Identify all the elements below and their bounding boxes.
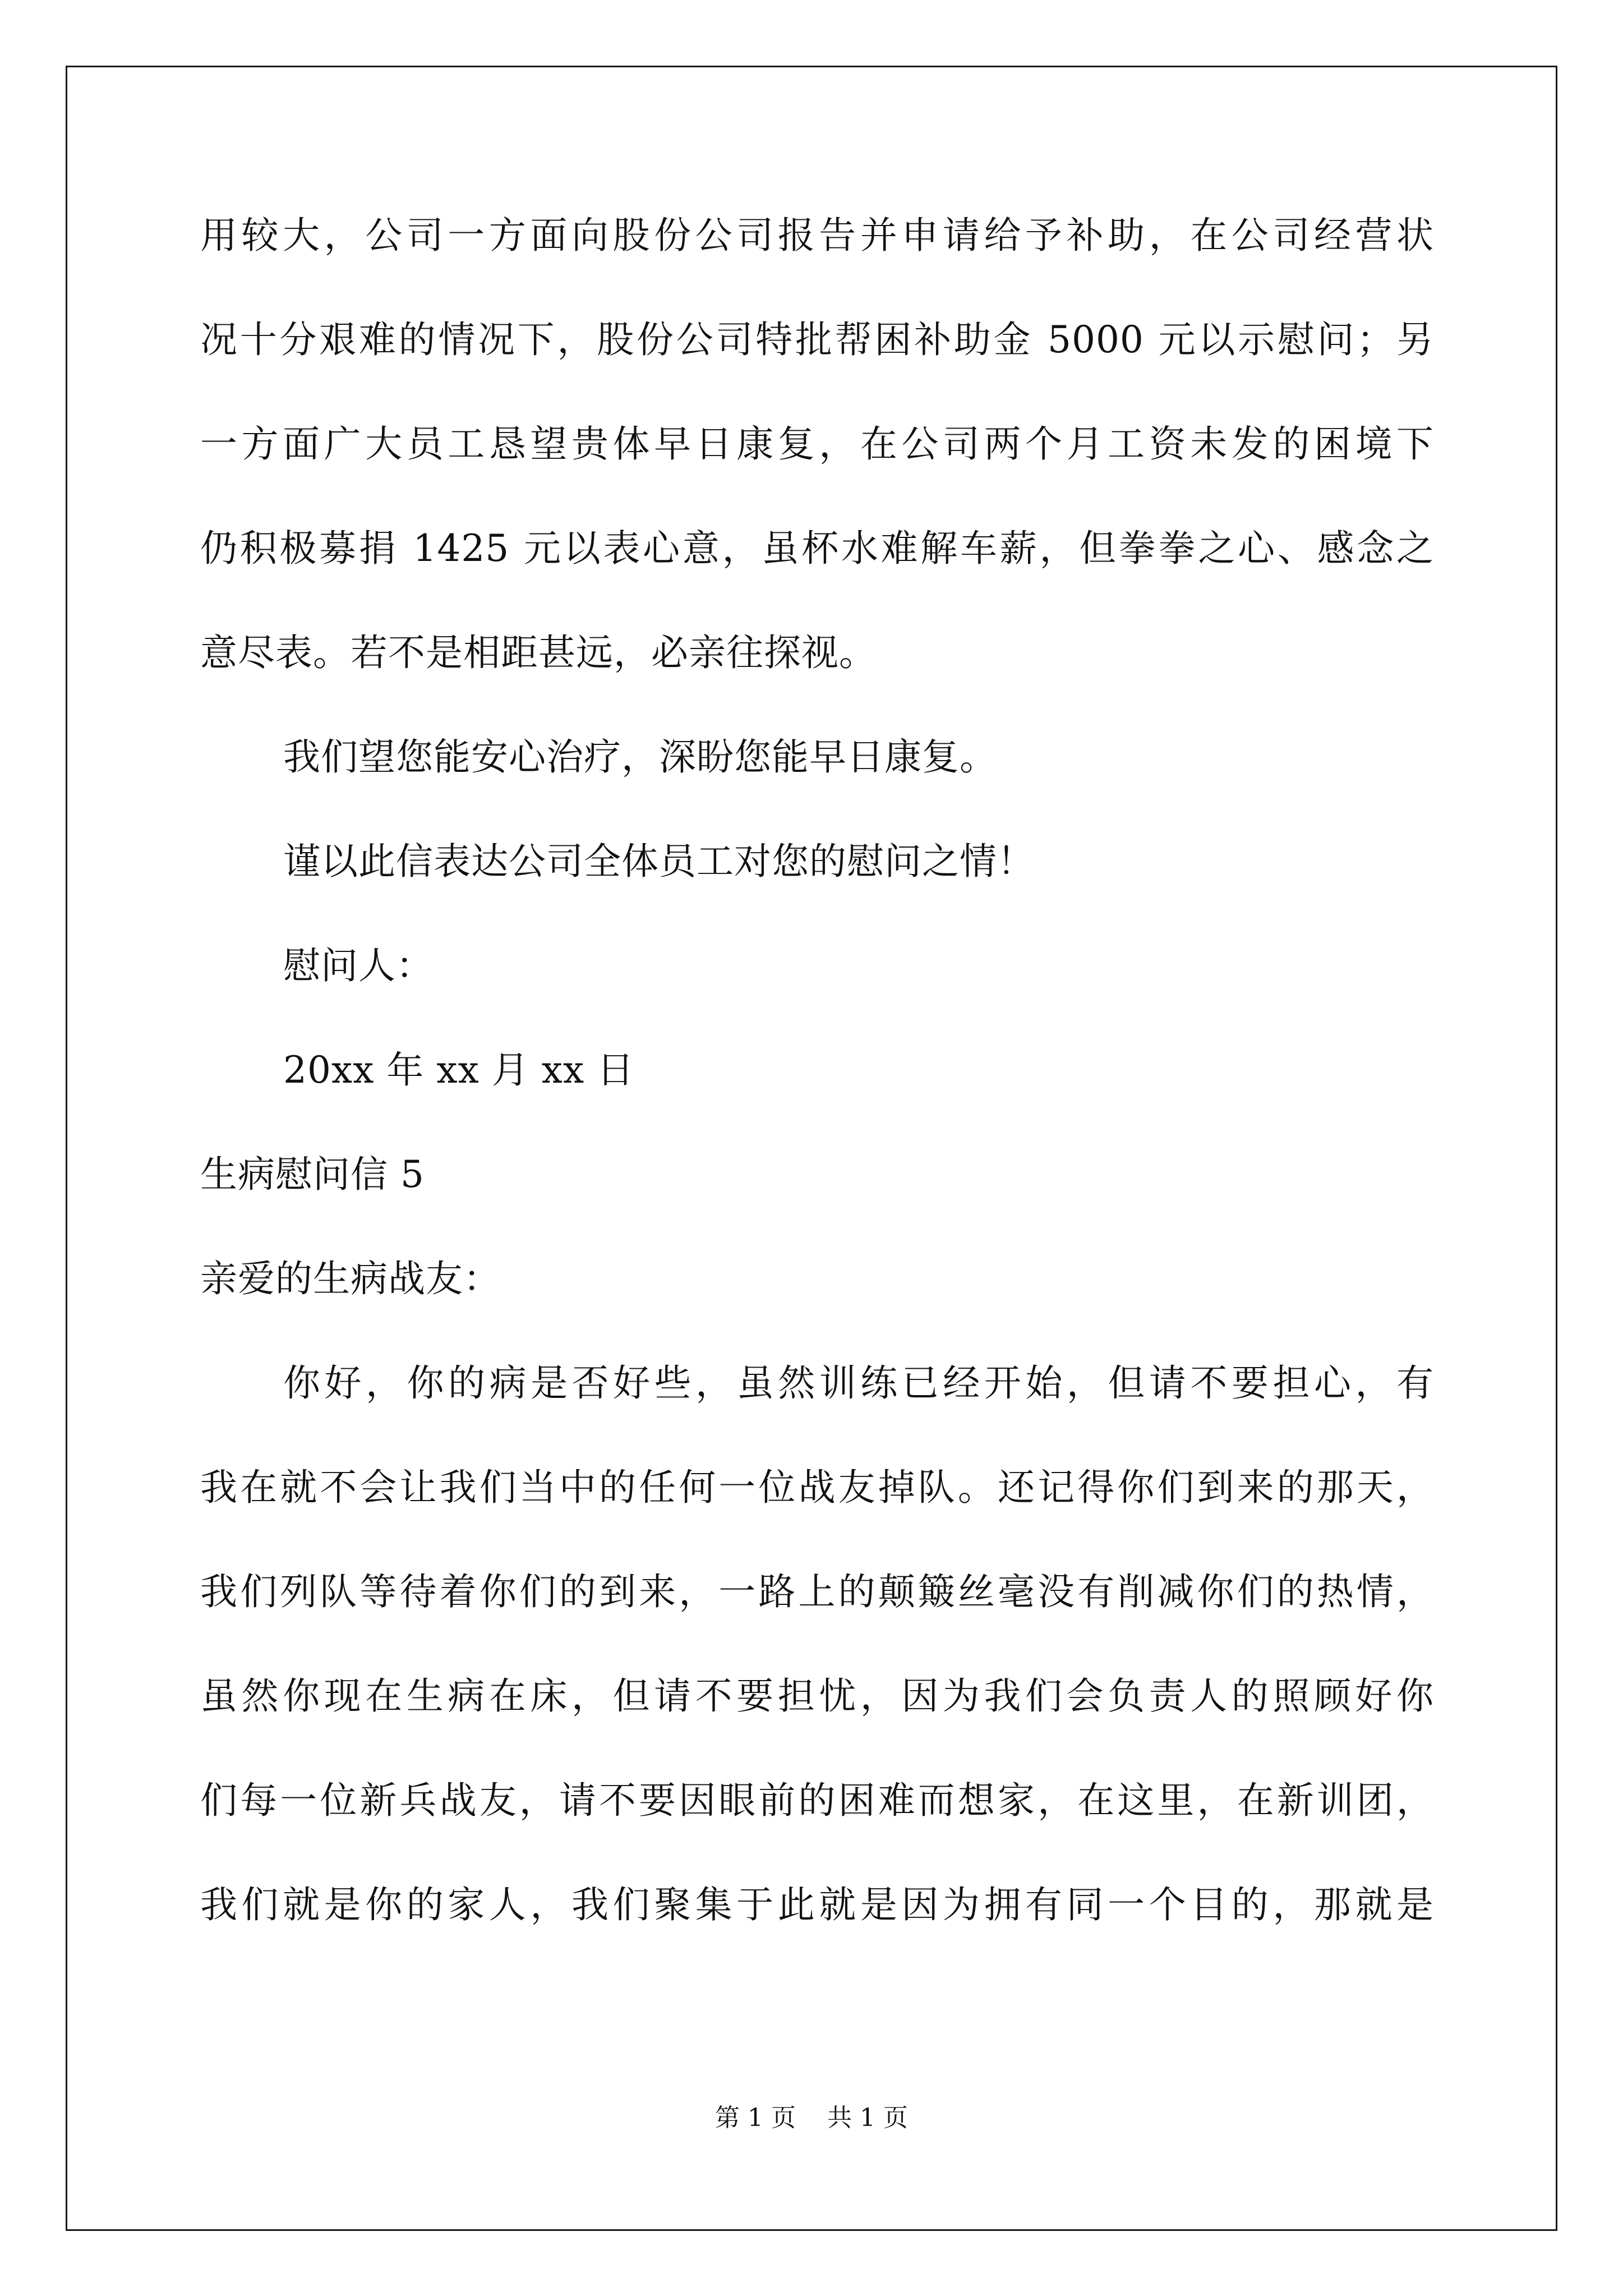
paragraph-text: 谨以此信表达公司全体员工对您的慰问之情！ <box>283 840 1035 883</box>
page-footer: 第 1 页 共 1 页 <box>715 2104 908 2132</box>
letter-date: 20xx 年 xx 月 xx 日 <box>283 1048 635 1092</box>
salutation: 亲爱的生病战友： <box>200 1257 501 1300</box>
signer-label: 慰问人： <box>283 944 434 987</box>
paragraph-line: 们每一位新兵战友，请不要因眼前的困难而想家，在这里，在新训团， <box>200 1779 1434 1822</box>
paragraph-line: 我们列队等待着你们的到来，一路上的颠簸丝毫没有削减你们的热情， <box>200 1570 1434 1613</box>
paragraph-text: 我们望您能安心治疗，深盼您能早日康复。 <box>283 735 997 779</box>
paragraph-line: 仍积极募捐 1425 元以表心意，虽杯水难解车薪，但拳拳之心、感念之 <box>200 527 1434 570</box>
paragraph-line: 虽然你现在生病在床，但请不要担忧，因为我们会负责人的照顾好你 <box>200 1674 1434 1718</box>
paragraph-line: 我们就是你的家人，我们聚集于此就是因为拥有同一个目的，那就是 <box>200 1883 1434 1926</box>
paragraph-line: 意尽表。若不是相距甚远，必亲往探视。 <box>200 631 877 674</box>
paragraph-line: 用较大，公司一方面向股份公司报告并申请给予补助，在公司经营状 <box>200 214 1434 257</box>
paragraph-line: 我在就不会让我们当中的任何一位战友掉队。还记得你们到来的那天， <box>200 1466 1434 1509</box>
paragraph-line: 况十分艰难的情况下，股份公司特批帮困补助金 5000 元以示慰问；另 <box>200 318 1434 361</box>
section-title: 生病慰问信 5 <box>200 1153 425 1196</box>
paragraph-line: 一方面广大员工恳望贵体早日康复，在公司两个月工资未发的困境下 <box>200 422 1434 466</box>
paragraph-line: 你好，你的病是否好些，虽然训练已经开始，但请不要担心，有 <box>283 1361 1434 1405</box>
